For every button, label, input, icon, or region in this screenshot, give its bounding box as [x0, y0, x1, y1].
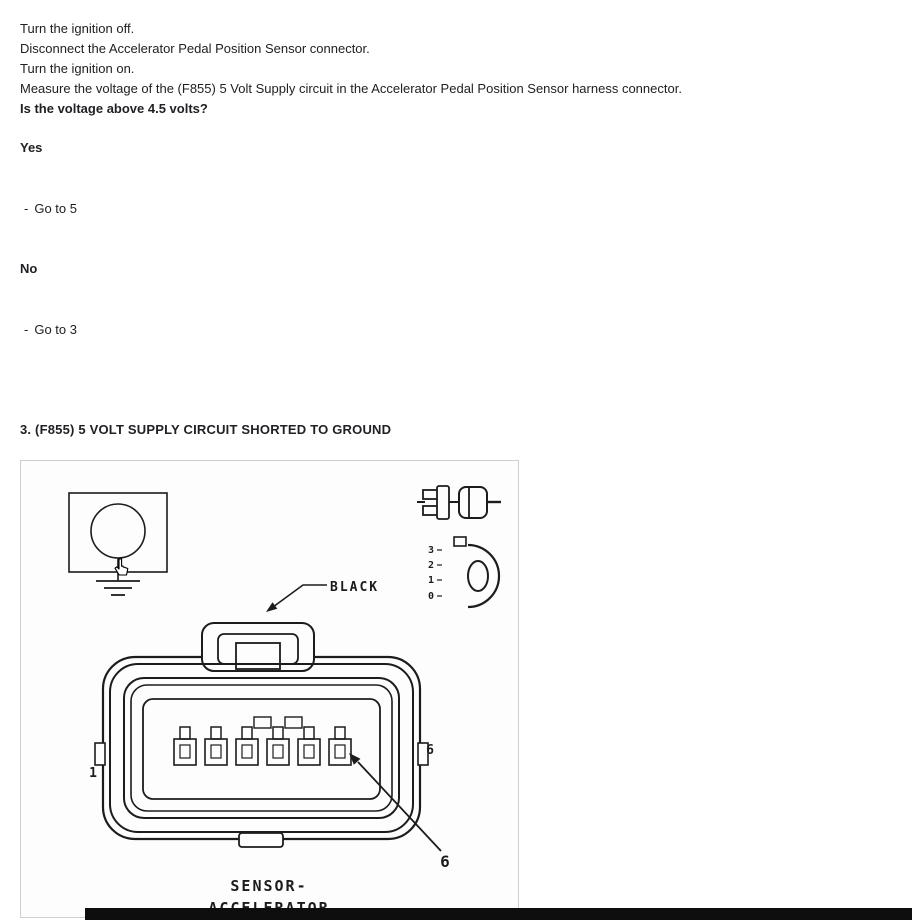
- pin-scale-2: 2: [427, 560, 435, 571]
- connector-diagram-figure[interactable]: [20, 460, 519, 918]
- bottom-bar: [85, 908, 912, 920]
- answer-yes-label: Yes: [20, 140, 43, 155]
- pin-1-label: 1: [89, 766, 97, 781]
- procedure-step: Measure the voltage of the (F855) 5 Volt Supply circuit in the Accelerator Pedal Position Sensor harness connector.: [20, 81, 682, 96]
- pin-6-label: 6: [426, 743, 434, 758]
- goto-text: Go to 5: [34, 201, 77, 216]
- label-arrowhead: [266, 602, 277, 612]
- procedure-step: Turn the ignition on.: [20, 61, 135, 76]
- pin-scale-0: 0: [427, 591, 435, 602]
- diagram-caption-line1: SENSOR-: [230, 877, 308, 895]
- answer-no-goto: [24, 322, 77, 337]
- connector-end-view-icon: [454, 537, 499, 607]
- terminal-callout-label: 6: [440, 852, 450, 871]
- wire-color-callout: [266, 580, 379, 612]
- procedure-step: Disconnect the Accelerator Pedal Position Sensor connector.: [20, 41, 370, 56]
- wire-color-label: BLACK: [330, 580, 380, 595]
- inline-connector-icon: [417, 486, 501, 519]
- answer-no-label: No: [20, 261, 38, 276]
- list-dash: -: [24, 201, 29, 216]
- section-heading: 3. (F855) 5 VOLT SUPPLY CIRCUIT SHORTED TO GROUND: [20, 422, 392, 437]
- list-dash: -: [24, 322, 29, 337]
- pin-scale-3: 3: [427, 545, 435, 556]
- procedure-steps: [20, 19, 682, 119]
- procedure-step: Turn the ignition off.: [20, 21, 135, 36]
- label-arrow-line: [273, 585, 327, 607]
- pin-scale-1: 1: [427, 575, 435, 586]
- procedure-question: Is the voltage above 4.5 volts?: [20, 101, 208, 116]
- connector-body: [95, 623, 428, 847]
- ground-symbol: [69, 493, 167, 595]
- pin-scale: [428, 545, 442, 602]
- answer-yes-goto: [24, 201, 77, 216]
- goto-text: Go to 3: [34, 322, 77, 337]
